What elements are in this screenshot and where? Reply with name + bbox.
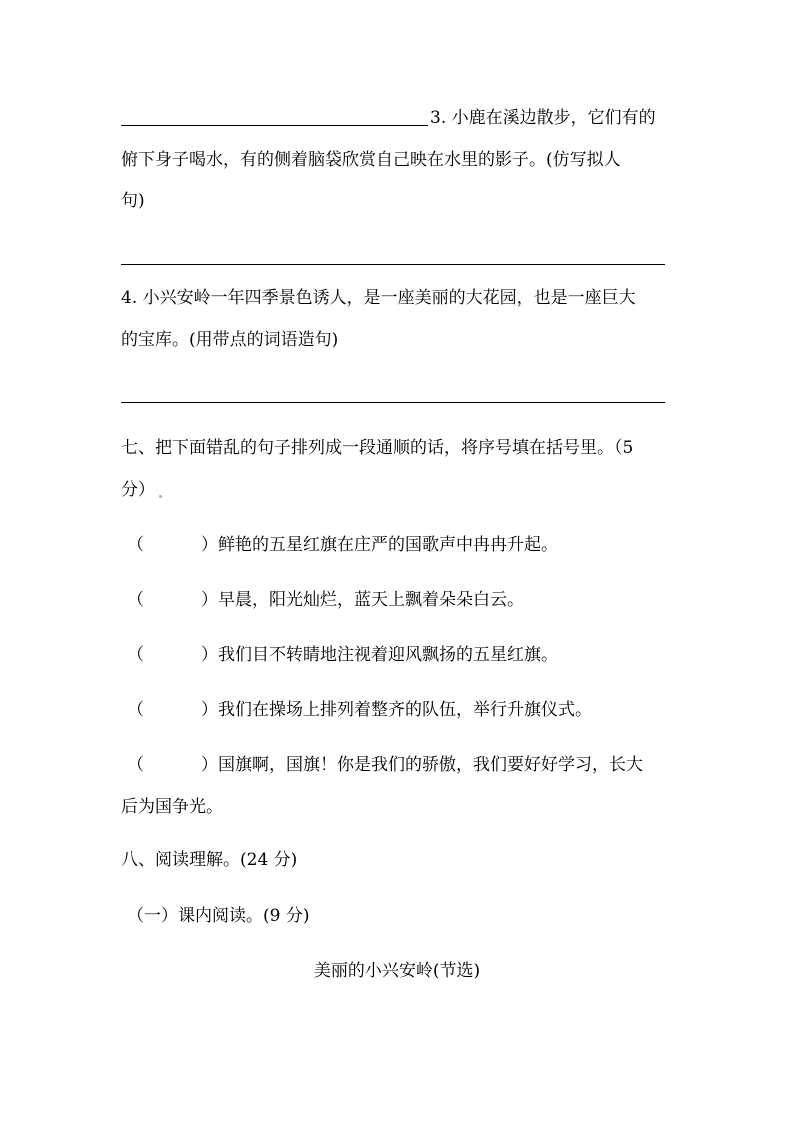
answer-bracket[interactable]: （ xyxy=(127,700,144,720)
q3-line-3: 句) xyxy=(121,191,145,211)
bracket-close: ） xyxy=(201,590,218,610)
answer-line[interactable] xyxy=(121,125,428,126)
bracket-close: ） xyxy=(201,700,218,720)
sentence-item xyxy=(127,755,687,775)
q4-line-1: 4. 小兴安岭一年四季景色诱人，是一座美丽的大花园，也是一座巨大 xyxy=(121,288,636,308)
sentence-text: 我们目不转睛地注视着迎风飘扬的五星红旗。 xyxy=(218,645,558,665)
sentence-item xyxy=(127,700,687,720)
section-7-instruction-2 xyxy=(121,480,681,500)
dot-mark xyxy=(159,495,162,498)
answer-line[interactable] xyxy=(121,264,665,265)
bracket-close: ） xyxy=(201,755,218,775)
passage-title: 美丽的小兴安岭(节选) xyxy=(313,961,481,981)
sentence-text: 国旗啊，国旗！你是我们的骄傲，我们要好好学习，长大 xyxy=(218,755,643,775)
sentence-text: 鲜艳的五星红旗在庄严的国歌声中冉冉升起。 xyxy=(218,535,558,555)
section-8-title: 八、阅读理解。(24 分) xyxy=(121,850,298,870)
answer-bracket[interactable]: （ xyxy=(127,645,144,665)
sentence-item-continuation: 后为国争光。 xyxy=(121,797,223,817)
sentence-text: 我们在操场上排列着整齐的队伍，举行升旗仪式。 xyxy=(218,700,592,720)
answer-line[interactable] xyxy=(121,402,665,403)
q3-line-1: 3. 小鹿在溪边散步，它们有的 xyxy=(430,108,656,128)
sentence-item xyxy=(127,535,687,555)
bracket-close: ） xyxy=(201,645,218,665)
subsection-title: （一）课内阅读。(9 分) xyxy=(127,906,310,926)
sentence-item xyxy=(127,645,687,665)
answer-bracket[interactable]: （ xyxy=(127,755,144,775)
sentence-item xyxy=(127,590,687,610)
answer-bracket[interactable]: （ xyxy=(127,535,144,555)
section-7-score: 分） xyxy=(121,480,155,500)
section-7-instruction-1: 七、把下面错乱的句子排列成一段通顺的话，将序号填在括号里。（5 xyxy=(121,438,634,458)
q3-line-2: 俯下身子喝水，有的侧着脑袋欣赏自己映在水里的影子。(仿写拟人 xyxy=(121,150,621,170)
answer-bracket[interactable]: （ xyxy=(127,590,144,610)
q4-line-2: 的宝库。(用带点的词语造句) xyxy=(121,330,339,350)
sentence-text: 早晨，阳光灿烂，蓝天上飘着朵朵白云。 xyxy=(218,590,524,610)
bracket-close: ） xyxy=(201,535,218,555)
